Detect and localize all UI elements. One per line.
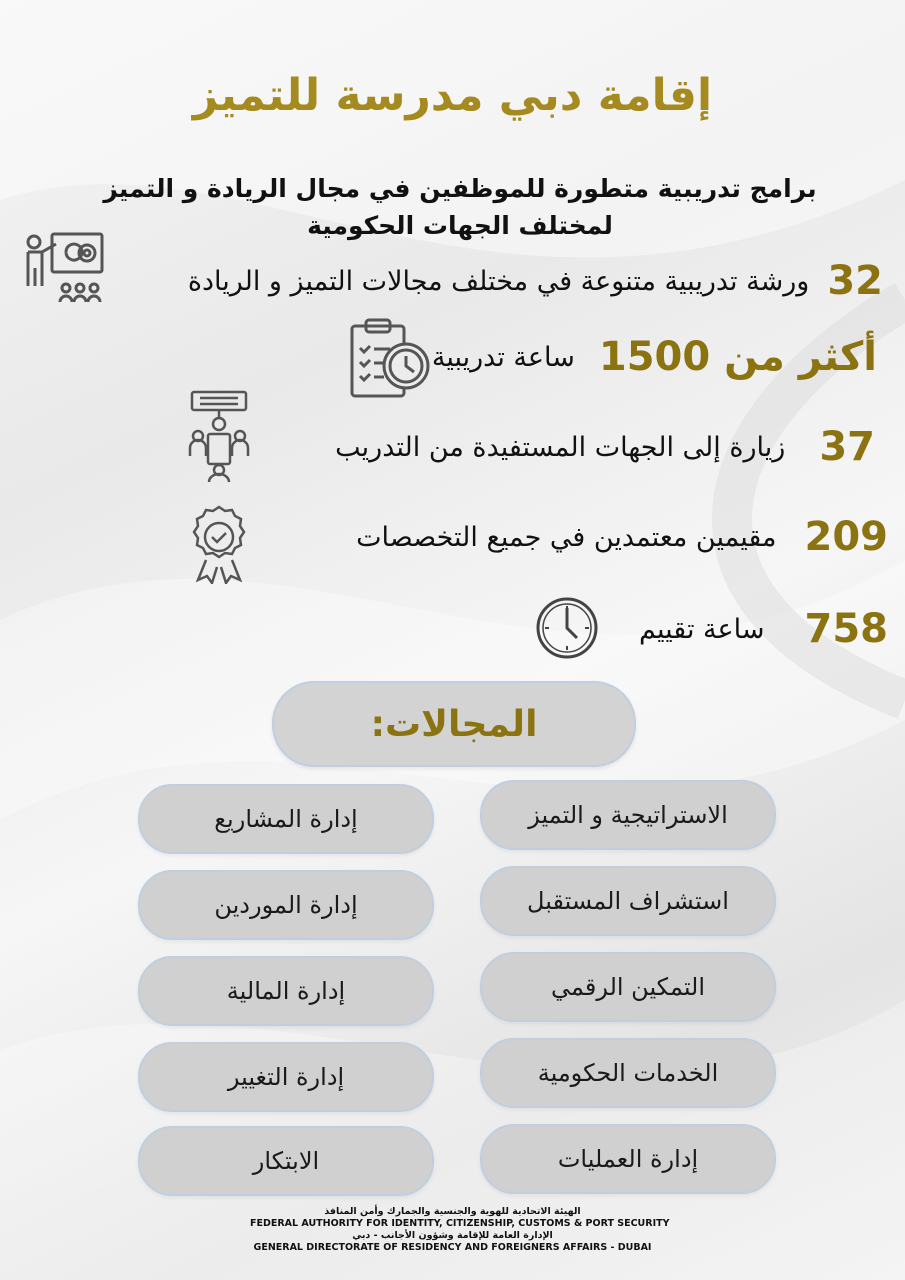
field-pill-suppliers: إدارة الموردين xyxy=(138,870,434,940)
stat-number: 758 xyxy=(804,606,888,652)
field-pill-digital: التمكين الرقمي xyxy=(480,952,776,1022)
field-pill-finance: إدارة المالية xyxy=(138,956,434,1026)
subtitle: برامج تدريبية متطورة للموظفين في مجال الريادة و التميز لمختلف الجهات الحكومية xyxy=(103,174,817,240)
clock-icon xyxy=(535,596,599,660)
stat-text: زيارة إلى الجهات المستفيدة من التدريب xyxy=(335,431,786,463)
footer-line2-en: GENERAL DIRECTORATE OF RESIDENCY AND FOREIGNERS AFFAIRS - DUBAI xyxy=(253,1242,652,1253)
field-pill-innovation: الابتكار xyxy=(138,1126,434,1196)
stat-text: ساعة تدريبية xyxy=(431,341,575,373)
field-pill-strategy: الاستراتيجية و التميز xyxy=(480,780,776,850)
stat-text: ورشة تدريبية متنوعة في مختلف مجالات التميز و الريادة xyxy=(187,265,810,297)
stat-row-visits xyxy=(335,424,875,470)
stat-text: مقيمين معتمدين في جميع التخصصات xyxy=(356,521,777,553)
stat-number: أكثر من 1500 xyxy=(598,334,877,380)
footer-line1-en: FEDERAL AUTHORITY FOR IDENTITY, CITIZENSHIP, CUSTOMS & PORT SECURITY xyxy=(250,1218,670,1229)
stat-text: ساعة تقييم xyxy=(639,613,765,645)
page-title: إقامة دبي مدرسة للتميز xyxy=(192,70,713,121)
stat-row-assessment-hours xyxy=(639,606,888,652)
footer-org xyxy=(250,1206,670,1254)
stat-number: 209 xyxy=(804,514,888,560)
field-pill-gov-services: الخدمات الحكومية xyxy=(480,1038,776,1108)
field-pill-projects: إدارة المشاريع xyxy=(138,784,434,854)
stat-row-workshops xyxy=(188,258,883,304)
field-pill-foresight: استشراف المستقبل xyxy=(480,866,776,936)
stat-number: 32 xyxy=(827,258,883,304)
stat-number: 37 xyxy=(819,424,875,470)
stat-row-training-hours xyxy=(432,334,877,380)
footer-line1-ar: الهيئة الاتحادية للهوية والجنسية والجمارك وأمن المنافذ xyxy=(324,1206,581,1217)
field-pill-operations: إدارة العمليات xyxy=(480,1124,776,1194)
presentation-icon xyxy=(20,230,108,316)
clipboard-clock-icon xyxy=(348,318,434,402)
stat-row-assessors xyxy=(356,514,888,560)
footer-line2-ar: الإدارة العامة للإقامة وشؤون الأجانب - دبي xyxy=(352,1230,553,1241)
field-pill-change: إدارة التغيير xyxy=(138,1042,434,1112)
fields-header: المجالات: xyxy=(272,681,636,767)
meeting-icon xyxy=(186,390,252,484)
certified-badge-icon xyxy=(190,504,248,584)
